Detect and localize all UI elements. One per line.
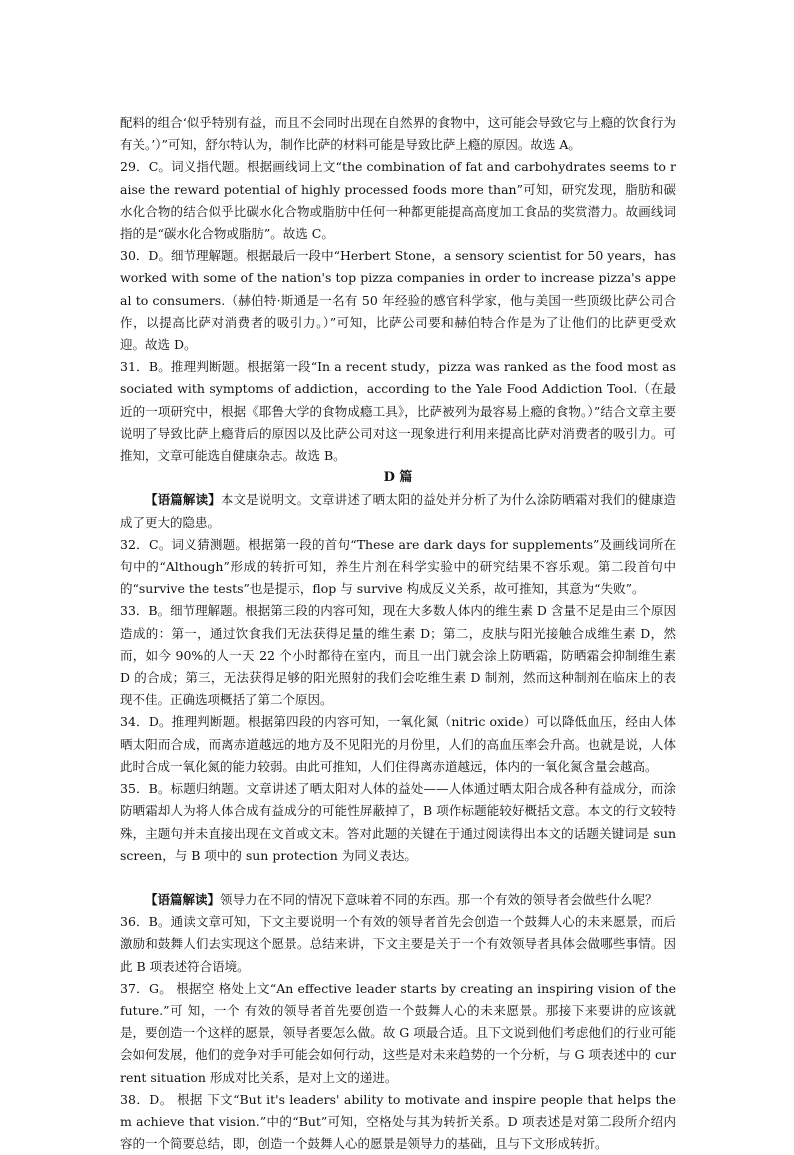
answer-37: 37．G。 根据空 格处上文“An effective leader starts by creating an inspiring vision of the future.”可 知，一个 有效的领导者首先要创造一个鼓舞人心的未来愿景。那接下来要讲的应该就是，要创造一个这样的愿景，领导者要怎么做。故 G 项最合适。且下文说到他们考虑他们的行业可能会如何发展，他们的竞争对手可能会如何行动，这些是对未来趋势的一个分析，与 G 项表述中的 current situation 形成对比关系，是对上文的递进。	[120, 980, 676, 1085]
answer-31: 31．B。推理判断题。根据第一段“In a recent study，pizza was ranked as the food most associated with symptoms of addiction，according to the Yale Food Addiction Tool.（在最近的一项研究中，根据《耶鲁大学的食物成瘾工具》，比萨被列为最容易上瘾的食物。）”结合文章主要说明了导致比萨上瘾背后的原因以及比萨公司对这一现象进行利用来提高比萨对消费者的吸引力。可推知，文章可能选自健康杂志。故选 B。	[120, 359, 676, 464]
intro-label: 【语篇解读】	[145, 891, 221, 907]
answer-29: 29．C。词义指代题。根据画线词上文“the combination of fat and carbohydrates seems to raise the reward potential of highly processed foods more than”可知，研究发现，脂肪和碳水化合物的结合似乎比碳水化合物或脂肪中任何一种都更能提高高度加工食品的奖赏潜力。故画线词指的是“碳水化合物或脂肪”。故选 C。	[120, 159, 676, 242]
answer-c-end-1: 配料的组合‘似乎特别有益，而且不会同时出现在自然界的食物中，这可能会导致它与上瘾的饮食行为有关。’）”可知，舒尔特认为，制作比萨的材料可能是导致比萨上瘾的原因。故选 A。	[120, 115, 676, 153]
answer-38: 38．D。 根据 下文“But it's leaders' ability to motivate and inspire people that helps them achieve that vision.”中的“But”可知，空格处与其为转折关系。D 项表述是对第二段所介绍内容的一个简要总结，即，创造一个鼓舞人心的愿景是领导力的基础，且与下文形成转折。	[120, 1091, 676, 1152]
intro-text: 领导力在不同的情况下意味着不同的东西。那一个有效的领导者会做些什么呢？	[220, 891, 658, 907]
section-gap	[120, 867, 676, 889]
section-d-intro	[120, 489, 676, 533]
intro-label: 【语篇解读】	[145, 492, 221, 508]
section-e-intro	[120, 889, 676, 911]
answer-30: 30．D。细节理解题。根据最后一段中“Herbert Stone，a sensory scientist for 50 years，has worked with some of the nation's top pizza companies in order to increase pizza's appeal to consumers.（赫伯特·斯通是一名有 50 年经验的感官科学家，他与美国一些顶级比萨公司合作，以提高比萨对消费者的吸引力。）”可知，比萨公司要和赫伯特合作是为了让他们的比萨更受欢迎。故选 D。	[120, 248, 676, 353]
answer-35: 35．B。标题归纳题。文章讲述了晒太阳对人体的益处——人体通过晒太阳合成各种有益成分，而涂防晒霜却人为将人体合成有益成分的可能性屏蔽掉了，B 项作标题能较好概括文意。本文的行文较特殊，主题句并未直接出现在文首或文末。答对此题的关键在于通过阅读得出本文的话题关键词是 sunscreen，与 B 项中的 sun protection 为同义表达。	[120, 781, 676, 863]
document-page	[120, 112, 676, 1155]
answer-32: 32．C。词义猜测题。根据第一段的首句“These are dark days for supplements”及画线词所在句中的“Although”形成的转折可知，养生片剂在科学实验中的研究结果不容乐观。第二段首句中的“survive the tests”也是提示，flop 与 survive 构成反义关系，故可推知，其意为“失败”。	[120, 536, 676, 597]
section-d-title: D 篇	[383, 470, 413, 486]
answer-36: 36．B。通读文章可知，下文主要说明一个有效的领导者首先会创造一个鼓舞人心的未来愿景，而后激励和鼓舞人们去实现这个愿景。总结来讲，下文主要是关于一个有效领导者具体会做哪些事情。因此 B 项表述符合语境。	[120, 914, 676, 974]
answer-34: 34．D。推理判断题。根据第四段的内容可知，一氧化氮（nitric oxide）可以降低血压，经由人体晒太阳而合成，而离赤道越远的地方及不见阳光的月份里，人们的高血压率会升高。也就是说，人体此时合成一氧化氮的能力较弱。由此可推知，人们住得离赤道越远，体内的一氧化氮含量会越高。	[120, 714, 676, 774]
answer-33: 33．B。细节理解题。根据第三段的内容可知，现在大多数人体内的维生素 D 含量不足是由三个原因造成的：第一，通过饮食我们无法获得足量的维生素 D；第二，皮肤与阳光接触合成维生素 D，然而，如今 90%的人一天 22 个小时都待在室内，而且一出门就会涂上防晒霜，防晒霜会抑制维生素 D 的合成；第三，无法获得足够的阳光照射的我们会吃维生素 D 制剂，然而这种制剂在临床上的表现不佳。正确选项概括了第二个原因。	[120, 603, 676, 708]
intro-text: 本文是说明文。文章讲述了晒太阳的益处并分析了为什么涂防晒霜对我们的健康造成了更大的隐患。	[120, 492, 676, 530]
